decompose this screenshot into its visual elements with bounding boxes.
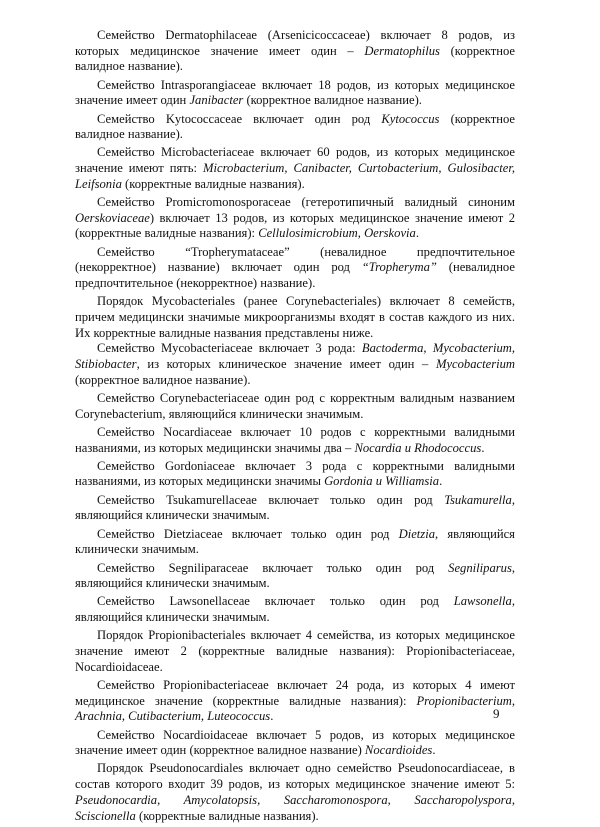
paragraph: [75, 493, 515, 524]
text-run: Семейство Corynebacteriaceae один род с корректным валидным названием Corynebacterium, являющийся клинически значимым.: [75, 390, 515, 421]
text-run: Семейство Nocardiaceae включает 10 родов с корректными валидными названиями, из которых медицински значимы два –: [75, 424, 515, 455]
text-run: Семейство Kytococcaceae включает один род: [97, 111, 382, 126]
paragraph: [75, 78, 515, 109]
italic-taxon-name: Gordonia и Williamsia: [324, 474, 440, 489]
italic-taxon-name: Janibacter: [189, 93, 244, 108]
paragraph: [75, 761, 515, 824]
italic-taxon-name: Tsukamurella: [444, 492, 512, 507]
italic-taxon-name: Bactoderma, Mycobacterium, Stibiobacter: [75, 341, 516, 372]
text-run: , являющийся клинически значимым.: [75, 594, 515, 625]
text-run: .: [415, 226, 419, 241]
text-run: (корректные валидные названия).: [135, 808, 319, 823]
italic-taxon-name: “Tropheryma”: [361, 260, 437, 275]
text-run: (невалидное предпочтительное (некорректное) название).: [75, 260, 515, 291]
paragraph: [75, 459, 515, 490]
text-run: (корректное валидное название).: [75, 111, 515, 142]
italic-taxon-name: Microbacterium, Canibacter, Curtobacterium, Gulosibacter, Leifsonia: [75, 161, 515, 191]
text-run: Семейство Gordoniaceae включает 3 рода с корректными валидными названиями, из которых медицински значимы: [75, 458, 515, 489]
text-run: Семейство Nocardioidaceae включает 5 родов, из которых медицинское значение имеет один (корректное валидное название): [75, 727, 515, 758]
text-run: , являющийся клинически значимым.: [75, 560, 515, 591]
text-run: , из которых клиническое значение имеет один –: [136, 357, 436, 372]
text-run: Семейство Lawsonellaceae включает только один род: [97, 594, 454, 609]
italic-taxon-name: Nocardia и Rhodococcus: [354, 440, 482, 455]
text-run: .: [270, 709, 274, 724]
italic-taxon-name: Lawsonella: [453, 594, 512, 609]
text-run: Порядок Mycobacteriales (ранее Corynebacteriales) включает 8 семейств, причем медицински значимые микроорганизмы входят в состав каждого из них. Их корректные валидные названия представлены ниже.: [75, 294, 515, 340]
text-run: Семейство Dietziaceae включает только один род: [97, 526, 399, 541]
text-run: Семейство Microbacteriaceae включает 60 родов, из которых медицинское значение имеют пять:: [75, 145, 515, 176]
paragraph: [75, 594, 515, 625]
italic-taxon-name: Oerskoviaceae: [75, 210, 150, 225]
text-run: Порядок Pseudonocardiales включает одно семейство Pseudonocardiaceae, в состав которого входит 39 родов, из которых медицинское значение имеют 5:: [75, 761, 515, 792]
text-run: (корректное валидное название).: [75, 43, 515, 74]
paragraph: [75, 145, 515, 192]
italic-taxon-name: Nocardioides: [364, 743, 433, 758]
paragraph: [75, 245, 515, 292]
text-run: , являющийся клинически значимым.: [75, 526, 515, 557]
italic-taxon-name: Mycobacterium: [435, 357, 515, 372]
text-run: Семейство Segniliparaceae включает только один род: [97, 560, 449, 575]
paragraph: [75, 678, 515, 725]
paragraph: [75, 294, 515, 341]
text-run: ) включает 13 родов, из которых медицинское значение имеют 2 (корректные валидные названия):: [75, 210, 515, 241]
text-run: (корректные валидные названия).: [121, 176, 305, 191]
paragraph: [75, 341, 515, 388]
italic-taxon-name: Dermatophilus: [364, 43, 440, 58]
text-run: Семейство Propionibacteriaceae включает 24 рода, из которых 4 имеют медицинское значение (корректные валидные названия):: [75, 677, 515, 708]
text-run: Семейство Intrasporangiaceae включает 18 родов, из которых медицинское значение имеет один: [75, 77, 515, 108]
text-run: Семейство Mycobacteriaceae включает 3 рода:: [97, 341, 362, 356]
text-run: .: [439, 474, 443, 489]
paragraph: [75, 425, 515, 456]
paragraph: [75, 28, 515, 75]
italic-taxon-name: Cellulosimicrobium, Oerskovia: [258, 226, 416, 241]
paragraph: [75, 628, 515, 675]
paragraph: [75, 728, 515, 759]
text-run: .: [481, 440, 485, 455]
italic-taxon-name: Pseudonocardia, Amycolatopsis, Saccharomonospora, Saccharopolyspora, Sciscionella: [75, 792, 515, 823]
text-run: Порядок Propionibacteriales включает 4 семейства, из которых медицинское значение имеют 2 (корректные валидные названия): Propionibacteriaceae, Nocardioidaceae.: [75, 628, 515, 674]
text-run: (корректное валидное название).: [243, 93, 422, 108]
italic-taxon-name: Kytococcus: [381, 111, 440, 126]
text-run: .: [432, 743, 436, 758]
italic-taxon-name: Segniliparus: [448, 560, 512, 575]
text-run: Семейство Dermatophilaceae (Arsenicicoccaceae) включает 8 родов, из которых медицинское значение имеет один –: [75, 28, 515, 58]
body-text: [75, 28, 515, 827]
italic-taxon-name: Propionibacterium, Arachnia, Cutibacterium, Luteococcus: [75, 693, 515, 724]
paragraph: [75, 195, 515, 242]
paragraph: [75, 561, 515, 592]
page-number: 9: [493, 706, 500, 721]
text-run: Семейство “Tropherymataceae” (невалидное предпочтительное (некорректное) название) включает один род: [75, 244, 515, 275]
text-run: (корректное валидное название).: [75, 372, 251, 387]
paragraph: [75, 112, 515, 143]
italic-taxon-name: Dietzia: [398, 526, 436, 541]
paragraph: [75, 391, 515, 422]
text-run: Семейство Tsukamurellaceae включает только один род: [97, 492, 445, 507]
paragraph: [75, 527, 515, 558]
text-run: , являющийся клинически значимым.: [75, 492, 515, 523]
text-run: Семейство Promicromonosporaceae (гетеротипичный валидный синоним: [97, 195, 515, 210]
